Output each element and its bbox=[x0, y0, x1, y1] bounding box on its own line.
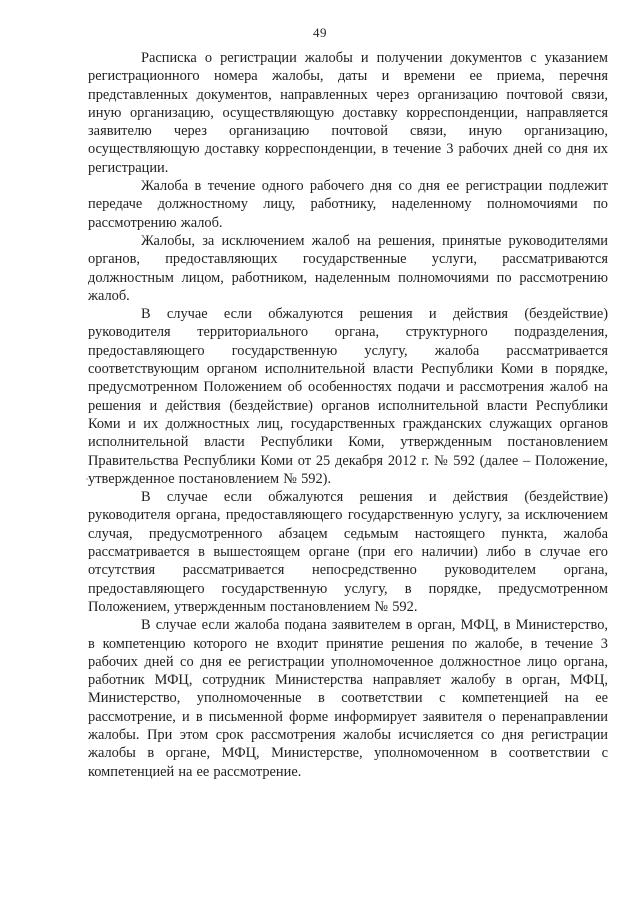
paragraph-complaint-transfer: Жалоба в течение одного рабочего дня со дня ее регистрации подлежит передаче должностному лицу, работнику, наделенному полномочиями по рассмотрению жалоб. bbox=[88, 178, 608, 231]
paragraph-head-of-body-appeal: В случае если обжалуются решения и действия (бездействие) руководителя органа, предоставляющего государственную услугу, за исключением случая, предусмотренного абзацем седьмым настоящего пункта, жалоба рассматривается в вышестоящем органе (при его наличии) либо в случае его отсутствия рассматривается непосредственно руководителем органа, предоставляющего государственную услугу, в порядке, предусмотренном Положением, утвержденным постановлением № 592. bbox=[88, 489, 608, 615]
paragraph-territorial-body-appeal: В случае если обжалуются решения и действия (бездействие) руководителя территориального органа, структурного подразделения, предоставляющего государственную услугу, жалоба рассматривается соответствующим органом исполнительной власти Республики Коми в порядке, предусмотренном Положением об особенностях подачи и рассмотрения жалоб на решения и действия (бездействие) органов исполнительной власти Республики Коми и их должностных лиц, государственных гражданских служащих органов исполнительной власти Республики Коми, утвержденным постановлением Правительства Республики Коми от 25 декабря 2012 г. № 592 (далее – Положение, утвержденное постановлением № 592). bbox=[88, 306, 608, 487]
document-body bbox=[88, 49, 608, 781]
paragraph-complaint-review: Жалобы, за исключением жалоб на решения, принятые руководителями органов, предоставляющих государственные услуги, рассматриваются должностным лицом, работником, наделенным полномочиями по рассмотрению жалоб. bbox=[88, 232, 608, 304]
paragraph-redirect-complaint: В случае если жалоба подана заявителем в орган, МФЦ, в Министерство, в компетенцию которого не входит принятие решения по жалобе, в течение 3 рабочих дней со дня ее регистрации уполномоченное должностное лицо органа, работник МФЦ, сотрудник Министерства направляет жалобу в орган, МФЦ, Министерство, уполномоченные в соответствии с компетенцией на ее рассмотрение, и в письменной форме информирует заявителя о перенаправлении жалобы. При этом срок рассмотрения жалобы исчисляется со дня регистрации жалобы в органе, МФЦ, Министерстве, уполномоченном в соответствии с компетенцией на ее рассмотрение. bbox=[88, 617, 608, 780]
page-number: 49 bbox=[313, 25, 327, 40]
paragraph-receipt-registration: Расписка о регистрации жалобы и получении документов с указанием регистрационного номера жалобы, даты и времени ее приема, перечня представленных документов, направленных через организацию почтовой связи, иную организацию, осуществляющую доставку корреспонденции, направляется заявителю через организацию почтовой связи, иную организацию, осуществляющую доставку корреспонденции, в течение 3 рабочих дней со дня их регистрации. bbox=[88, 50, 608, 176]
